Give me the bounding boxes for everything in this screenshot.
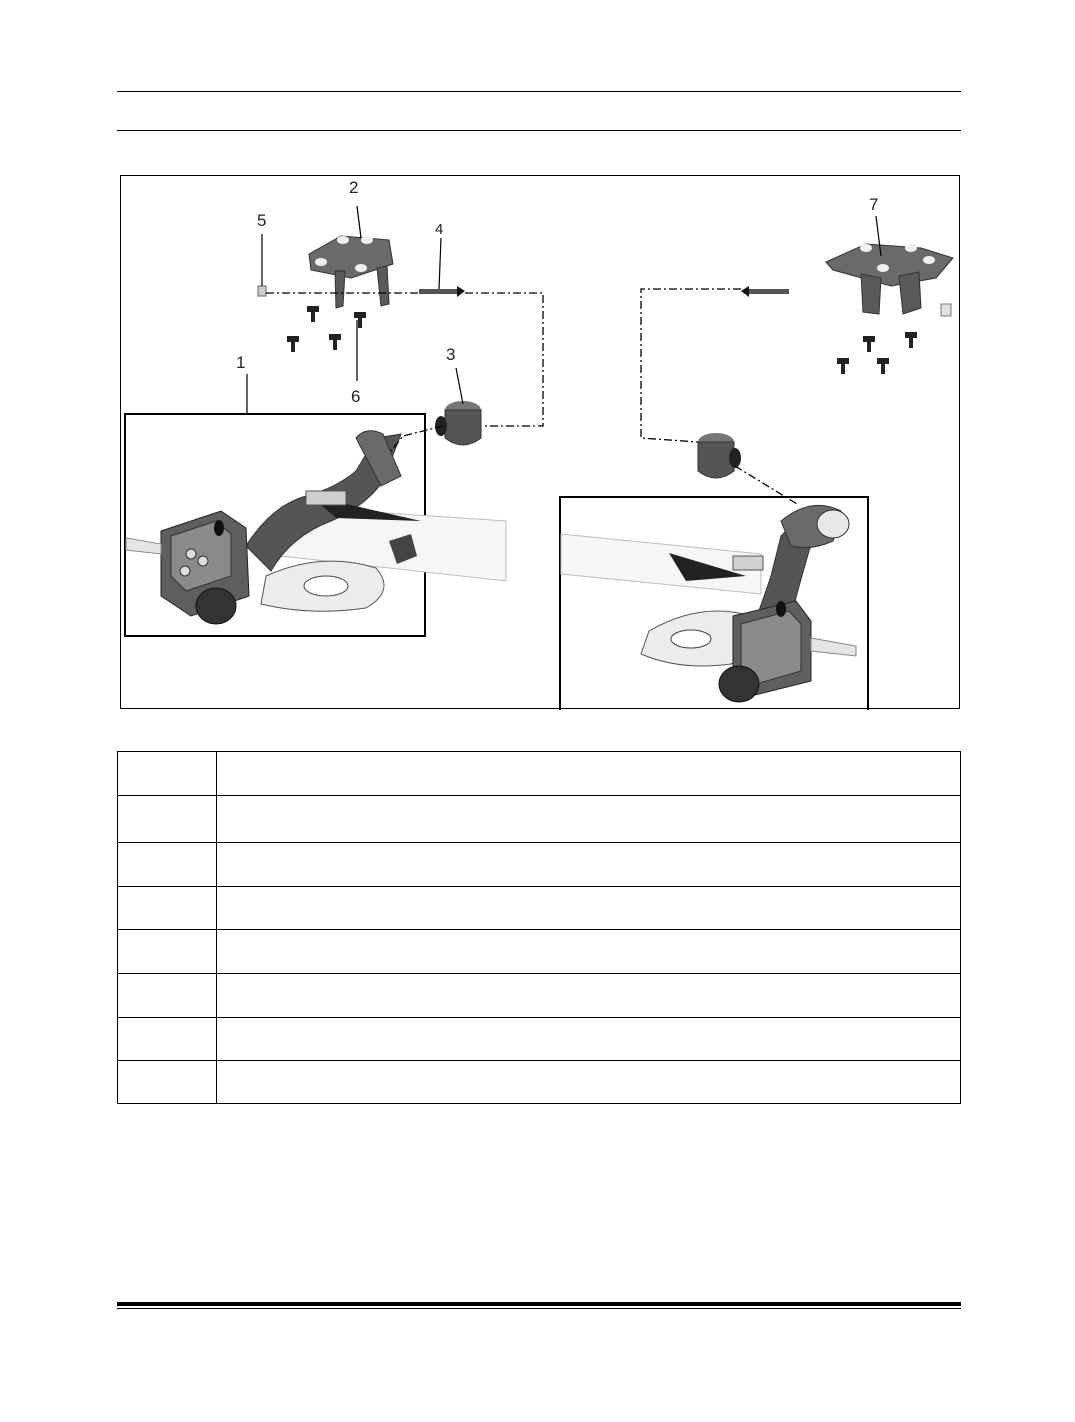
part-number-cell <box>118 1018 217 1061</box>
table-row <box>118 974 961 1018</box>
part-number-cell <box>118 974 217 1018</box>
part-description-cell <box>217 974 961 1018</box>
part-description-cell <box>217 1061 961 1104</box>
bracket-2 <box>309 236 393 308</box>
callout-2: 2 <box>349 178 359 197</box>
screws-6 <box>287 306 366 352</box>
part-number-cell <box>118 1061 217 1104</box>
exploded-view-drawing <box>121 176 961 710</box>
table-row <box>118 752 961 796</box>
callout-3: 3 <box>446 345 456 364</box>
table-row <box>118 1018 961 1061</box>
part-number-cell <box>118 843 217 887</box>
nut-5 <box>258 286 266 296</box>
footer-rule-thin <box>117 1308 961 1309</box>
nut-right <box>941 304 951 316</box>
table-row <box>118 1061 961 1104</box>
rear-axle-right-illustration <box>561 505 856 702</box>
bolt-right <box>741 286 789 297</box>
table-row <box>118 796 961 843</box>
part-number-cell <box>118 930 217 974</box>
part-number-cell <box>118 796 217 843</box>
bushing-right <box>698 433 741 478</box>
part-number-cell <box>118 887 217 930</box>
footer-rule-thick <box>117 1302 961 1306</box>
callout-4: 4 <box>435 221 444 238</box>
bracket-7 <box>826 244 953 314</box>
table-row <box>118 930 961 974</box>
header-rule-top <box>117 91 961 92</box>
part-description-cell <box>217 796 961 843</box>
part-description-cell <box>217 887 961 930</box>
screws-right <box>837 332 917 374</box>
header-rule-bottom <box>117 130 961 131</box>
rear-axle-left-illustration <box>126 431 506 624</box>
callout-1: 1 <box>236 353 246 372</box>
part-description-cell <box>217 1018 961 1061</box>
part-description-cell <box>217 843 961 887</box>
callout-7: 7 <box>869 195 879 214</box>
part-number-cell <box>118 752 217 796</box>
callout-6: 6 <box>351 387 361 406</box>
bolt-4 <box>419 286 465 297</box>
table-row <box>118 843 961 887</box>
parts-table <box>117 751 961 1104</box>
callout-5: 5 <box>257 211 267 230</box>
exploded-view-figure <box>120 175 960 709</box>
bushing-3 <box>435 401 481 445</box>
part-description-cell <box>217 752 961 796</box>
table-row <box>118 887 961 930</box>
part-description-cell <box>217 930 961 974</box>
